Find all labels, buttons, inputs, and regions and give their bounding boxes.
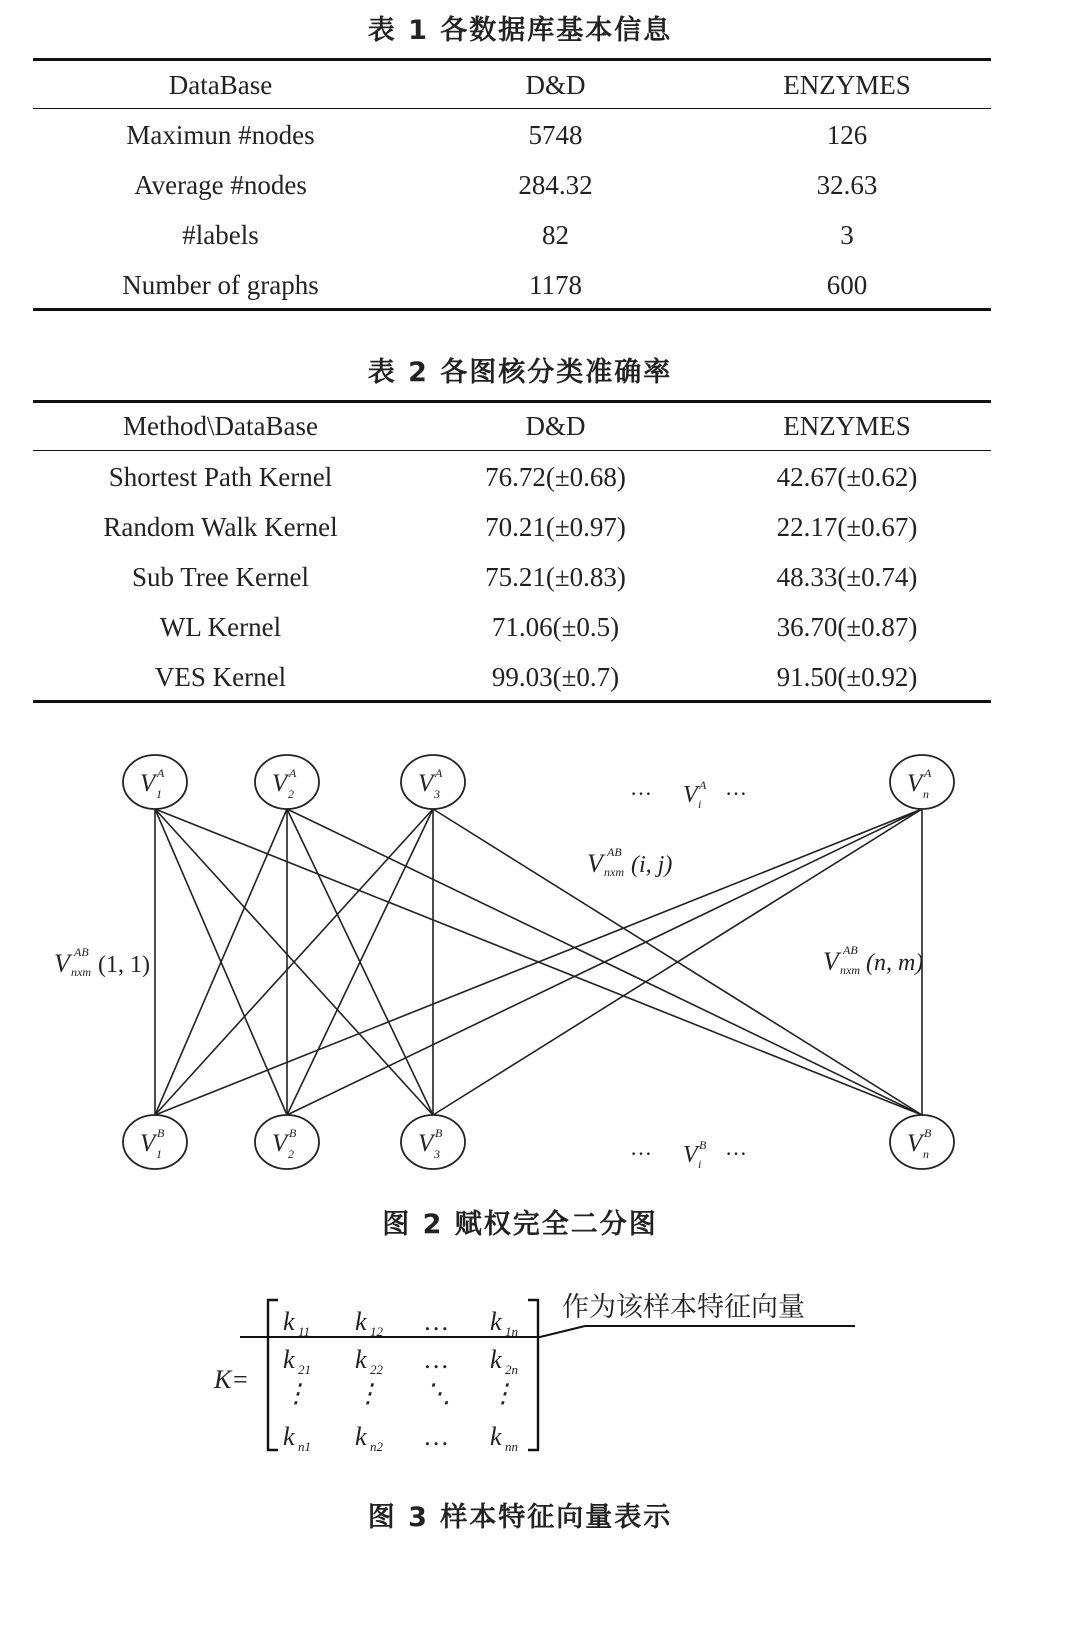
matrix-entry: … — [425, 1345, 449, 1374]
top-node-4 — [890, 755, 954, 809]
top-ellipsis-left: … — [630, 775, 652, 800]
table2-cell: WL Kernel — [159, 612, 282, 642]
edge-label-left-sup: AB — [74, 945, 89, 959]
bottom-ellipsis-sup: B — [699, 1138, 707, 1152]
table2-cell: 48.33(±0.74) — [776, 562, 918, 592]
table1-cell: Number of graphs — [122, 270, 319, 300]
table2-cell: 42.67(±0.62) — [776, 462, 918, 492]
table2-cell: 71.06(±0.5) — [491, 612, 620, 642]
matrix-entry: k — [283, 1345, 295, 1374]
top-node-base: V — [140, 770, 156, 797]
matrix-left-bracket — [268, 1300, 278, 1450]
table2-cell: 70.21(±0.97) — [485, 512, 626, 542]
matrix-entry: … — [425, 1307, 449, 1336]
matrix-entry: ⋱ — [425, 1379, 451, 1408]
top-ellipsis-right: … — [725, 775, 747, 800]
matrix-entry: … — [425, 1422, 449, 1451]
top-node-sup: A — [435, 766, 443, 780]
table2-bottom-rule — [33, 700, 991, 703]
table1-cell: 1178 — [529, 270, 582, 300]
bottom-ellipsis-left: … — [630, 1135, 652, 1160]
table2-header-col2: D&D — [525, 411, 586, 441]
edge-label-middle-sub: nxm — [604, 865, 624, 879]
matrix-entry: k — [490, 1422, 502, 1451]
matrix-entry: k — [490, 1345, 502, 1374]
table1-cell: Average #nodes — [134, 170, 307, 200]
bottom-node-base: V — [418, 1130, 434, 1157]
bottom-node-2 — [255, 1115, 319, 1169]
table2-cell: 22.17(±0.67) — [776, 512, 918, 542]
table1-cell: Maximun #nodes — [126, 120, 315, 150]
matrix-entry: k — [283, 1422, 295, 1451]
bottom-node-sup: B — [157, 1126, 165, 1140]
top-node-2 — [255, 755, 319, 809]
annotation-leader — [540, 1326, 585, 1337]
bottom-node-base: V — [140, 1130, 156, 1157]
edge-label-middle-args: (i, j) — [631, 852, 673, 878]
feature-matrix-figure — [0, 1280, 1085, 1480]
table2-cell: 99.03(±0.7) — [491, 662, 620, 692]
top-node-sub: 3 — [434, 787, 440, 801]
bottom-ellipsis-right: … — [725, 1135, 747, 1160]
top-node-base: V — [907, 770, 923, 797]
table2-cell: 91.50(±0.92) — [776, 662, 918, 692]
bottom-node-sub: n — [923, 1147, 929, 1161]
bottom-ellipsis-base: V — [683, 1142, 698, 1168]
top-node-sub: 2 — [288, 787, 294, 801]
top-node-sub: n — [923, 787, 929, 801]
matrix-entry-subscript: n2 — [370, 1439, 383, 1454]
edge-label-right-sub: nxm — [840, 963, 860, 977]
bottom-node-base: V — [272, 1130, 288, 1157]
matrix-entry-subscript: n1 — [298, 1439, 311, 1454]
table1-cell: 3 — [840, 220, 854, 250]
bottom-ellipsis-sub: i — [698, 1157, 702, 1171]
matrix-entry: ⋮ — [490, 1379, 516, 1408]
edge-label-right-args: (n, m) — [866, 950, 924, 976]
table2-header-rule — [33, 450, 991, 451]
bottom-node-sup: B — [289, 1126, 297, 1140]
bipartite-graph — [0, 750, 1085, 1190]
edge-label-left-base: V — [54, 949, 70, 978]
table1-top-rule — [33, 58, 991, 61]
table1-header-rule — [33, 108, 991, 109]
matrix-entry-subscript: 21 — [298, 1362, 311, 1377]
table2-header-col3: ENZYMES — [783, 411, 911, 441]
top-ellipsis-label — [630, 775, 747, 811]
edge-label-left-sub: nxm — [71, 965, 91, 979]
top-node-base: V — [272, 770, 288, 797]
table2-cell: Sub Tree Kernel — [132, 562, 309, 592]
top-node-sup: A — [924, 766, 932, 780]
annotation-text: 作为该样本特征向量 — [562, 1292, 805, 1322]
bottom-node-sup: B — [924, 1126, 932, 1140]
top-node-sub: 1 — [156, 787, 162, 801]
edge-label-right-base: V — [823, 947, 839, 976]
table2-header-col1: Method\DataBase — [123, 411, 318, 441]
bottom-node-sub: 3 — [434, 1147, 440, 1161]
bottom-node-3 — [401, 1115, 465, 1169]
table2-cell: 75.21(±0.83) — [485, 562, 626, 592]
edge-label-left — [54, 945, 150, 979]
table1-header-col3: ENZYMES — [783, 70, 911, 100]
table1-cell: 32.63 — [816, 170, 878, 200]
matrix-entry: k — [355, 1345, 367, 1374]
table2-caption: 表 2 各图核分类准确率 — [367, 357, 673, 388]
table1-cell: #labels — [182, 220, 259, 250]
table1-header-col2: D&D — [525, 70, 586, 100]
bottom-node-sup: B — [435, 1126, 443, 1140]
table1-cell: 82 — [542, 220, 569, 250]
matrix-entries — [283, 1307, 518, 1454]
edge-label-right — [823, 943, 923, 977]
top-node-sup: A — [289, 766, 297, 780]
bottom-node-sub: 2 — [288, 1147, 294, 1161]
table2-cell: VES Kernel — [154, 662, 287, 692]
table2-cell: 36.70(±0.87) — [776, 612, 918, 642]
table1-bottom-rule — [33, 308, 991, 311]
table1-header-col1: DataBase — [168, 70, 273, 100]
matrix-lhs: K= — [214, 1365, 249, 1394]
top-ellipsis-sub: i — [698, 797, 702, 811]
matrix-entry-subscript: nn — [505, 1439, 518, 1454]
table2-cell: 76.72(±0.68) — [485, 462, 626, 492]
table1-cell: 284.32 — [518, 170, 593, 200]
edge-label-middle-base: V — [587, 849, 603, 878]
matrix-entry-subscript: 12 — [370, 1324, 383, 1339]
matrix-entry-subscript: 1n — [505, 1324, 518, 1339]
edge-label-left-args: (1, 1) — [98, 952, 150, 978]
bottom-ellipsis-label — [630, 1135, 747, 1171]
table1-cell: 5748 — [528, 120, 583, 150]
matrix-entry: k — [490, 1307, 502, 1336]
top-node-sup: A — [157, 766, 165, 780]
figure3-caption: 图 3 样本特征向量表示 — [367, 1502, 673, 1533]
matrix-right-bracket — [528, 1300, 538, 1450]
matrix-entry: k — [355, 1307, 367, 1336]
matrix-entry-subscript: 11 — [298, 1324, 311, 1339]
table1-caption: 表 1 各数据库基本信息 — [367, 15, 673, 46]
bottom-node-base: V — [907, 1130, 923, 1157]
bottom-node-1 — [123, 1115, 187, 1169]
matrix-entry-subscript: 2n — [505, 1362, 518, 1377]
table2-top-rule — [33, 400, 991, 403]
matrix-entry: ⋮ — [355, 1379, 381, 1408]
top-node-base: V — [418, 770, 434, 797]
edge-label-middle — [587, 845, 672, 879]
top-node-1 — [123, 755, 187, 809]
edge-label-middle-sup: AB — [607, 845, 622, 859]
matrix-entry: k — [355, 1422, 367, 1451]
table1-cell: 126 — [826, 120, 868, 150]
matrix-entry: k — [283, 1307, 295, 1336]
bottom-node-4 — [890, 1115, 954, 1169]
table2-cell: Shortest Path Kernel — [108, 462, 333, 492]
top-ellipsis-base: V — [683, 782, 698, 808]
matrix-entry-subscript: 22 — [370, 1362, 383, 1377]
top-ellipsis-sup: A — [699, 778, 707, 792]
top-node-3 — [401, 755, 465, 809]
matrix-entry: ⋮ — [283, 1379, 309, 1408]
table1-cell: 600 — [826, 270, 868, 300]
table2-cell: Random Walk Kernel — [103, 512, 338, 542]
graph-edges — [155, 809, 922, 1115]
bottom-node-sub: 1 — [156, 1147, 162, 1161]
edge-label-right-sup: AB — [843, 943, 858, 957]
figure2-caption: 图 2 赋权完全二分图 — [382, 1209, 658, 1240]
